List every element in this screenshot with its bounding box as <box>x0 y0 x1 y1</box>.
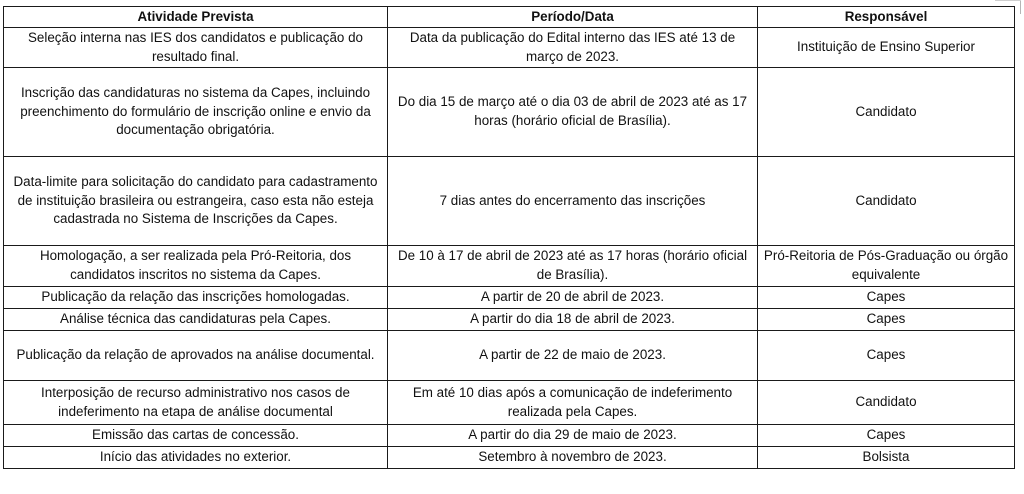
cell-activity: Data-limite para solicitação do candidato para cadastramento de instituição brasileira ou estrangeira, caso esta não esteja cadastrada no Sistema de Inscrições da Capes. <box>4 157 388 246</box>
cell-activity: Seleção interna nas IES dos candidatos e publicação do resultado final. <box>4 28 388 68</box>
header-responsible: Responsável <box>758 7 1015 28</box>
cell-responsible: Capes <box>758 425 1015 447</box>
cell-responsible: Capes <box>758 287 1015 309</box>
cell-responsible: Candidato <box>758 68 1015 157</box>
cell-period: A partir do dia 18 de abril de 2023. <box>388 309 758 331</box>
table-row <box>4 381 1015 425</box>
table-row <box>4 287 1015 309</box>
edge-mark <box>1020 0 1021 14</box>
cell-period: Em até 10 dias após a comunicação de indeferimento realizada pela Capes. <box>388 381 758 425</box>
table-row <box>4 246 1015 287</box>
cell-period: A partir de 22 de maio de 2023. <box>388 331 758 381</box>
cell-responsible: Candidato <box>758 157 1015 246</box>
table-row <box>4 68 1015 157</box>
table-row <box>4 425 1015 447</box>
cell-period: Setembro à novembro de 2023. <box>388 447 758 469</box>
cell-responsible: Candidato <box>758 381 1015 425</box>
cell-activity: Inscrição das candidaturas no sistema da Capes, incluindo preenchimento do formulário de inscrição online e envio da documentação obrigatória. <box>4 68 388 157</box>
cell-responsible: Pró-Reitoria de Pós-Graduação ou órgão equivalente <box>758 246 1015 287</box>
table-row <box>4 309 1015 331</box>
table-row <box>4 447 1015 469</box>
schedule-table-container <box>3 6 1015 469</box>
cell-period: Data da publicação do Edital interno das IES até 13 de março de 2023. <box>388 28 758 68</box>
cell-period: 7 dias antes do encerramento das inscrições <box>388 157 758 246</box>
table-row <box>4 157 1015 246</box>
cell-responsible: Capes <box>758 309 1015 331</box>
cell-responsible: Bolsista <box>758 447 1015 469</box>
cell-activity: Publicação da relação das inscrições homologadas. <box>4 287 388 309</box>
edge-mark-top <box>995 0 1021 1</box>
cell-activity: Publicação da relação de aprovados na análise documental. <box>4 331 388 381</box>
header-period: Período/Data <box>388 7 758 28</box>
cell-responsible: Instituição de Ensino Superior <box>758 28 1015 68</box>
cell-activity: Emissão das cartas de concessão. <box>4 425 388 447</box>
schedule-table <box>3 6 1015 469</box>
cell-activity: Interposição de recurso administrativo nos casos de indeferimento na etapa de análise documental <box>4 381 388 425</box>
table-header-row <box>4 7 1015 28</box>
header-activity: Atividade Prevista <box>4 7 388 28</box>
cell-period: De 10 à 17 de abril de 2023 até as 17 horas (horário oficial de Brasília). <box>388 246 758 287</box>
cell-period: Do dia 15 de março até o dia 03 de abril de 2023 até as 17 horas (horário oficial de Brasília). <box>388 68 758 157</box>
cell-activity: Homologação, a ser realizada pela Pró-Reitoria, dos candidatos inscritos no sistema da Capes. <box>4 246 388 287</box>
cell-period: A partir do dia 29 de maio de 2023. <box>388 425 758 447</box>
table-row <box>4 331 1015 381</box>
cell-activity: Início das atividades no exterior. <box>4 447 388 469</box>
table-row <box>4 28 1015 68</box>
cell-period: A partir de 20 de abril de 2023. <box>388 287 758 309</box>
cell-activity: Análise técnica das candidaturas pela Capes. <box>4 309 388 331</box>
cell-responsible: Capes <box>758 331 1015 381</box>
